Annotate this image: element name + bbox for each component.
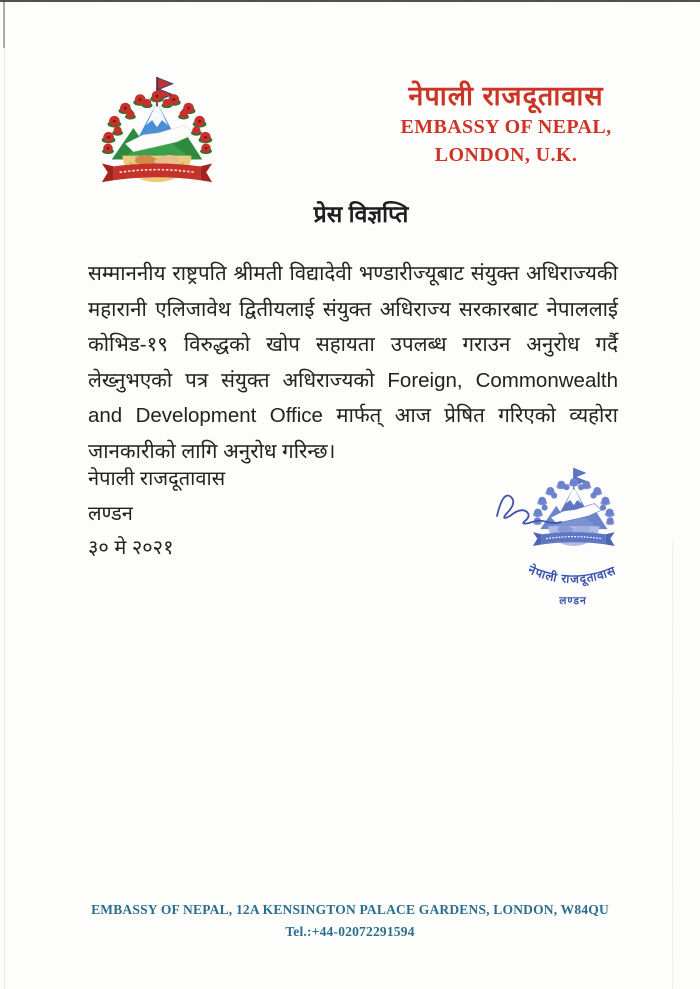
scan-edge-top <box>0 0 700 2</box>
footer-block <box>0 899 700 943</box>
seal-svg <box>494 454 652 622</box>
signoff-block <box>88 462 225 566</box>
embassy-round-seal <box>494 454 652 622</box>
scan-edge-left-dark <box>3 2 5 48</box>
stamp-city-text: लण्डन <box>559 595 587 607</box>
signoff-date: ३० मे २०२१ <box>88 537 174 559</box>
signoff-city: लण्डन <box>88 502 133 525</box>
embassy-name-english-line2: LONDON, U.K. <box>434 144 578 166</box>
press-release-body: सम्माननीय राष्ट्रपति श्रीमती विद्यादेवी भण्डारीज्यूबाट संयुक्त अधिराज्यकी महारानी एलिजावेथ द्वितीयलाई संयुक्त अधिराज्य सरकारबाट नेपाललाई कोभिड-१९ विरुद्धको खोप सहायता उपलब्ध गराउन अनुरोध गर्दै लेख्नुभएको पत्र संयुक्त अधिराज्यको Foreign, Commonwealth and Development Office मार्फत् आज प्रेषित गरिएको व्यहोरा जानकारीको लागि अनुरोध गरिन्छ। <box>88 262 618 463</box>
scan-edge-left <box>4 2 5 989</box>
seal-emblem <box>533 468 615 546</box>
footer-address: EMBASSY OF NEPAL, 12A KENSINGTON PALACE GARDENS, LONDON, W84QU <box>91 902 609 917</box>
nepal-coat-of-arms-icon <box>97 69 217 193</box>
banner-end-right <box>200 163 212 182</box>
embassy-name-english-line1: EMBASSY OF NEPAL, <box>400 116 612 138</box>
stamp-org-text <box>525 562 618 587</box>
emblem-svg <box>97 69 217 193</box>
letterhead-block <box>390 80 622 168</box>
press-release-title: प्रेस विज्ञप्ति <box>313 201 409 227</box>
embassy-name-nepali: नेपाली राजदूतावास <box>408 81 604 111</box>
signoff-organization: नेपाली राजदूतावास <box>88 468 226 490</box>
banner-end-left <box>102 163 114 182</box>
stamp-org-curved: नेपाली राजदूतावास <box>526 562 619 587</box>
flag-pennant-upper <box>158 78 173 90</box>
footer-phone: Tel.:+44-02072291594 <box>285 924 415 939</box>
